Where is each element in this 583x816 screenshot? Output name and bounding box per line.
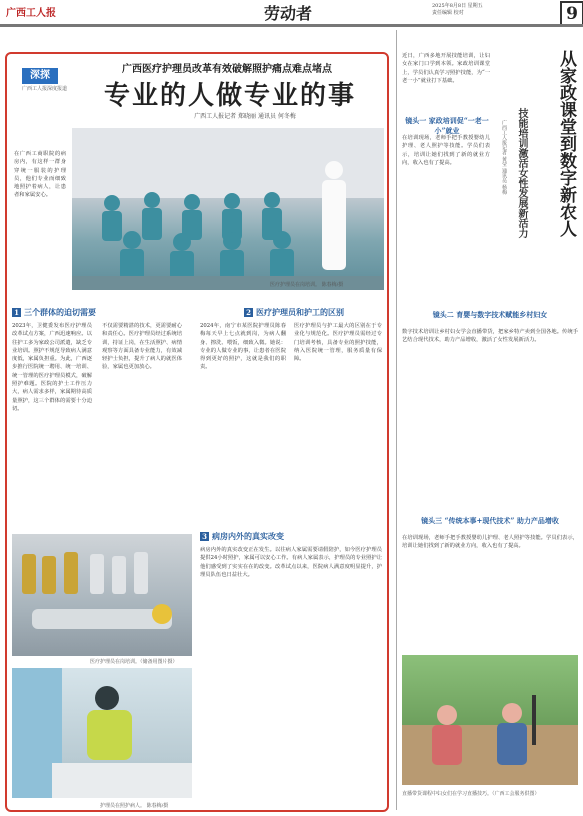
section-1-title: 三个群体的迫切需要	[24, 307, 96, 317]
right-sub-2: 镜头二 育婴与数字技术赋能乡村妇女	[432, 310, 548, 319]
col1-text: 2023年，卫健委发布医疗护理员改革试点方案，广西迅速响应。以往护工多为家政公司派遣，缺乏专业培训。照护不规范导致病人满意度低，家属负担重。为此，广西逐步推行医院统一聘用、统一培训、统一管理的医疗护理员模式，破解照护难题。医院的护士工作压力大，病人需求多样，家属期待高质量照护，这三个群体的需要十分迫切。	[12, 323, 92, 412]
section-title: 劳动者	[264, 4, 313, 23]
right-byline: 广西工人报记者 黄莹 通讯员 杨梅	[501, 120, 507, 195]
photo-2	[12, 534, 192, 656]
right-intro: 近日，广西多地开展技能培训，让妇女在家门口学到本领。家政培训课堂上，学员们认真学习照护技能，为“一老一小”就业打下基础。	[402, 53, 490, 84]
right-text-1: 在培训现场，老师手把手教授婴幼儿护理、老人照护等技能。学员们表示，培训让她们找到了新的就业方向，收入也有了提高。	[402, 135, 490, 166]
feature-kicker: 广西医疗护理员改革有效破解照护痛点难点堵点	[122, 64, 332, 75]
section-3-title: 病房内外的真实改变	[212, 531, 284, 541]
photo-2-illustration	[12, 534, 192, 656]
photo-illustration	[72, 128, 384, 290]
right-photo-illustration	[402, 655, 578, 785]
feature-byline: 广西工人报记者 郑晓丽 通讯员 何冬梅	[194, 113, 296, 120]
section-2-title: 医疗护理员和护工的区别	[256, 307, 344, 317]
section-3-text: 病房内外的真实改变正在发生。以往病人家属需要请假陪护，如今医疗护理员提供24小时照护，家属可以安心工作。有病人家属表示，护理员的专业照护让他们感受到了实实在在的改变。改革试点以来，医院病人满意度明显提升，护理员队伍也日益壮大。	[200, 547, 382, 578]
column-divider	[396, 30, 397, 810]
section-3-heading	[200, 531, 284, 542]
col3-text: 2024年，南宁市某医院护理员陈春梅每天早上七点就到岗，为病人翻身、擦洗、喂饭，细致入微。她说：专业的人做专业的事，让患者在医院得到更好的照护，这就是我们的职责。	[200, 323, 286, 371]
photo-3-illustration	[12, 668, 192, 798]
header-info	[432, 3, 483, 17]
col4-text: 医疗护理员与护工最大的区别在于专业化与规范化。医疗护理员需经过专门培训考核，具备专业的照护技能，纳入医院统一管理，服务质量有保障。	[294, 323, 382, 363]
page-number: 9	[560, 1, 583, 27]
section-2-number: 2	[244, 308, 253, 317]
masthead: 广西工人报	[6, 8, 56, 19]
section-1-number: 1	[12, 308, 21, 317]
right-photo-caption: 直播带货课程中妇女们在学习直播技巧。（广西工会服务供图）	[402, 791, 540, 797]
header-rule	[0, 24, 583, 27]
right-text-2: 数字技术培训让乡村妇女学会直播带货，把家乡特产卖到全国各地。传统手艺结合现代技术，助力产品增收，激活了女性发展新活力。	[402, 329, 578, 344]
right-text-3: 在培训现场，老师手把手教授婴幼儿护理、老人照护等技能。学员们表示，培训让她们找到了新的就业方向，收入也有了提高。	[402, 535, 578, 550]
feature-badge-sub: 广西工人报深度报道	[22, 86, 68, 92]
editor-line: 责任编辑 校对	[432, 10, 464, 16]
intro-text: 在广西工商职院的病房内，有这样一群身穿统一服装的护理员，他们专业而细致地照护着病人，让患者和家属安心。	[14, 151, 66, 199]
date-line: 2025年8月8日 星期五	[432, 3, 483, 9]
main-photo-caption: 医疗护理员在岗培训。 陈春梅/摄	[270, 282, 344, 288]
right-subtitle: 技能培训激活女性发展新活力	[516, 108, 527, 238]
photo-2-caption: 医疗护理员在岗培训。（储备用图片摄）	[90, 659, 178, 665]
col2-text: 不仅需要精湛的技术，更需要耐心和责任心。医疗护理员经过系统培训，持证上岗，在生活照护、病情观察等方面具备专业能力，有效减轻护士负担，提升了病人的就医体验，家属也更加放心。	[102, 323, 182, 371]
feature-headline: 专业的人做专业的事	[103, 81, 356, 111]
photo-3	[12, 668, 192, 798]
section-1-heading	[12, 307, 96, 318]
right-sub-3: 镜头三 “传统本事+现代技术” 助力产品增收	[421, 516, 559, 525]
section-3-number: 3	[200, 532, 209, 541]
main-photo	[72, 128, 384, 290]
right-photo	[402, 655, 578, 785]
photo-3-caption: 护理员在照护病人。 陈春梅/摄	[100, 803, 169, 809]
right-title: 从家政课堂到数字新农人	[556, 50, 576, 237]
feature-badge: 深探	[22, 68, 58, 84]
section-2-heading	[244, 307, 344, 318]
right-sub-1: 镜头一 家政培训促“一老一小”就业	[405, 116, 489, 135]
